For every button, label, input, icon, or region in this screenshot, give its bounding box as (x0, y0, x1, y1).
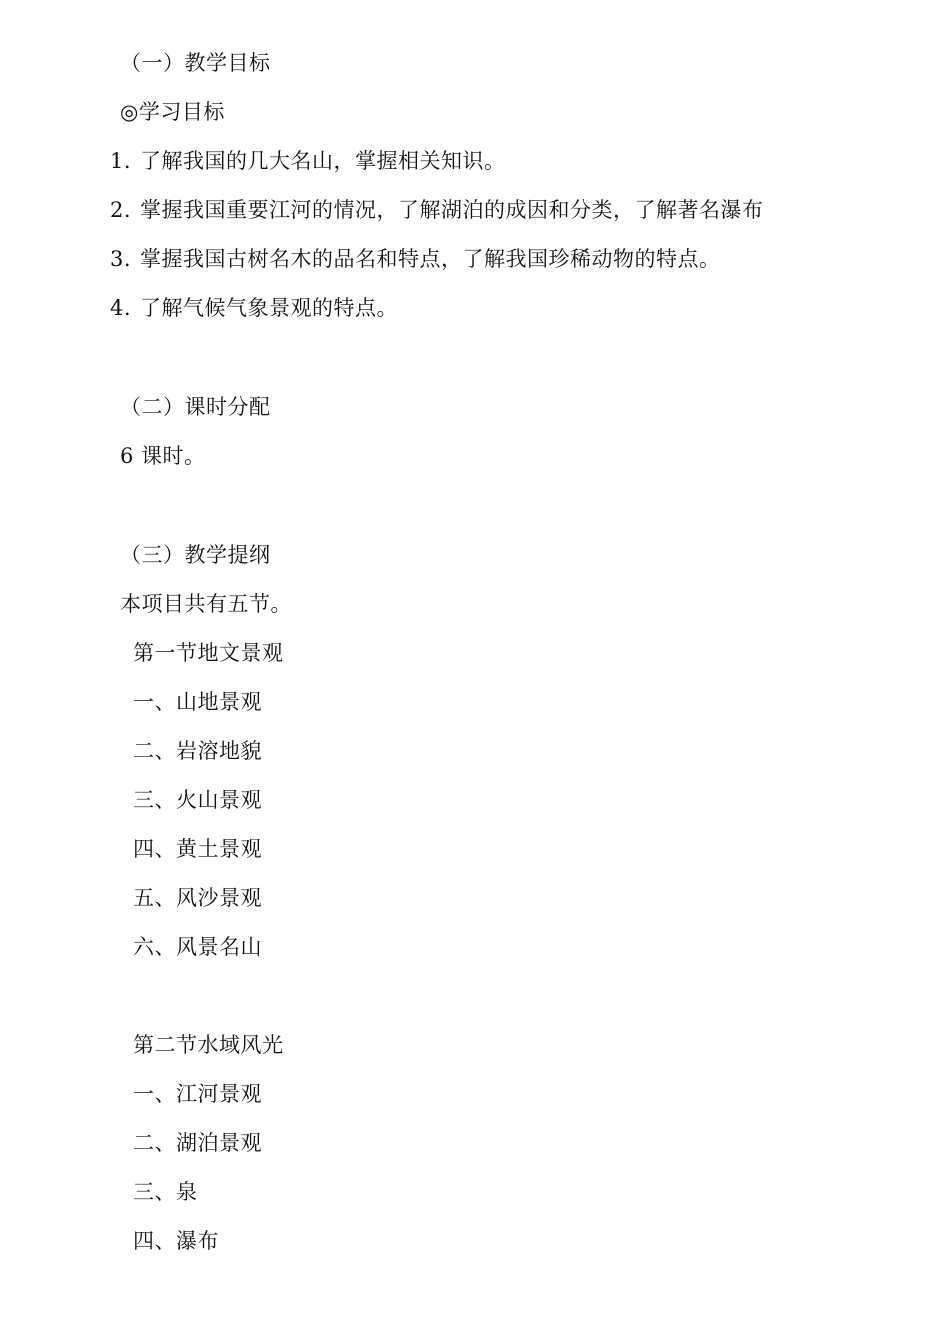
objective-number: 4. (110, 296, 132, 320)
outline-item: 一、山地景观 (133, 690, 262, 714)
objective-item (110, 195, 764, 225)
outline-item: 三、火山景观 (133, 788, 262, 812)
section-heading-objectives: （一）教学目标 (120, 51, 271, 75)
outline-item: 六、风景名山 (133, 935, 262, 959)
objective-item (110, 146, 506, 176)
section-heading-outline: （三）教学提纲 (120, 543, 271, 567)
section-heading-hours: （二）课时分配 (120, 395, 271, 419)
objective-text: 掌握我国古树名木的品名和特点，了解我国珍稀动物的特点。 (140, 247, 721, 271)
part-title-landform: 第一节地文景观 (133, 641, 284, 665)
objective-text: 掌握我国重要江河的情况，了解湖泊的成因和分类，了解著名瀑布 (140, 198, 764, 222)
outline-item: 二、湖泊景观 (133, 1131, 262, 1155)
hours-text: 6 课时。 (120, 444, 206, 468)
objective-item (110, 244, 721, 274)
objective-item (110, 293, 398, 323)
part-title-water: 第二节水域风光 (133, 1033, 284, 1057)
objective-number: 3. (110, 247, 132, 271)
objective-number: 2. (110, 198, 132, 222)
outline-item: 一、江河景观 (133, 1082, 262, 1106)
outline-item: 四、黄土景观 (133, 837, 262, 861)
objective-text: 了解气候气象景观的特点。 (140, 296, 398, 320)
outline-intro: 本项目共有五节。 (120, 592, 292, 616)
learning-objectives-subheading: ◎学习目标 (120, 100, 225, 124)
outline-item: 二、岩溶地貌 (133, 739, 262, 763)
outline-item: 四、瀑布 (133, 1229, 219, 1253)
outline-item: 三、泉 (133, 1180, 198, 1204)
objective-text: 了解我国的几大名山，掌握相关知识。 (140, 149, 506, 173)
outline-item: 五、风沙景观 (133, 886, 262, 910)
objective-number: 1. (110, 149, 132, 173)
